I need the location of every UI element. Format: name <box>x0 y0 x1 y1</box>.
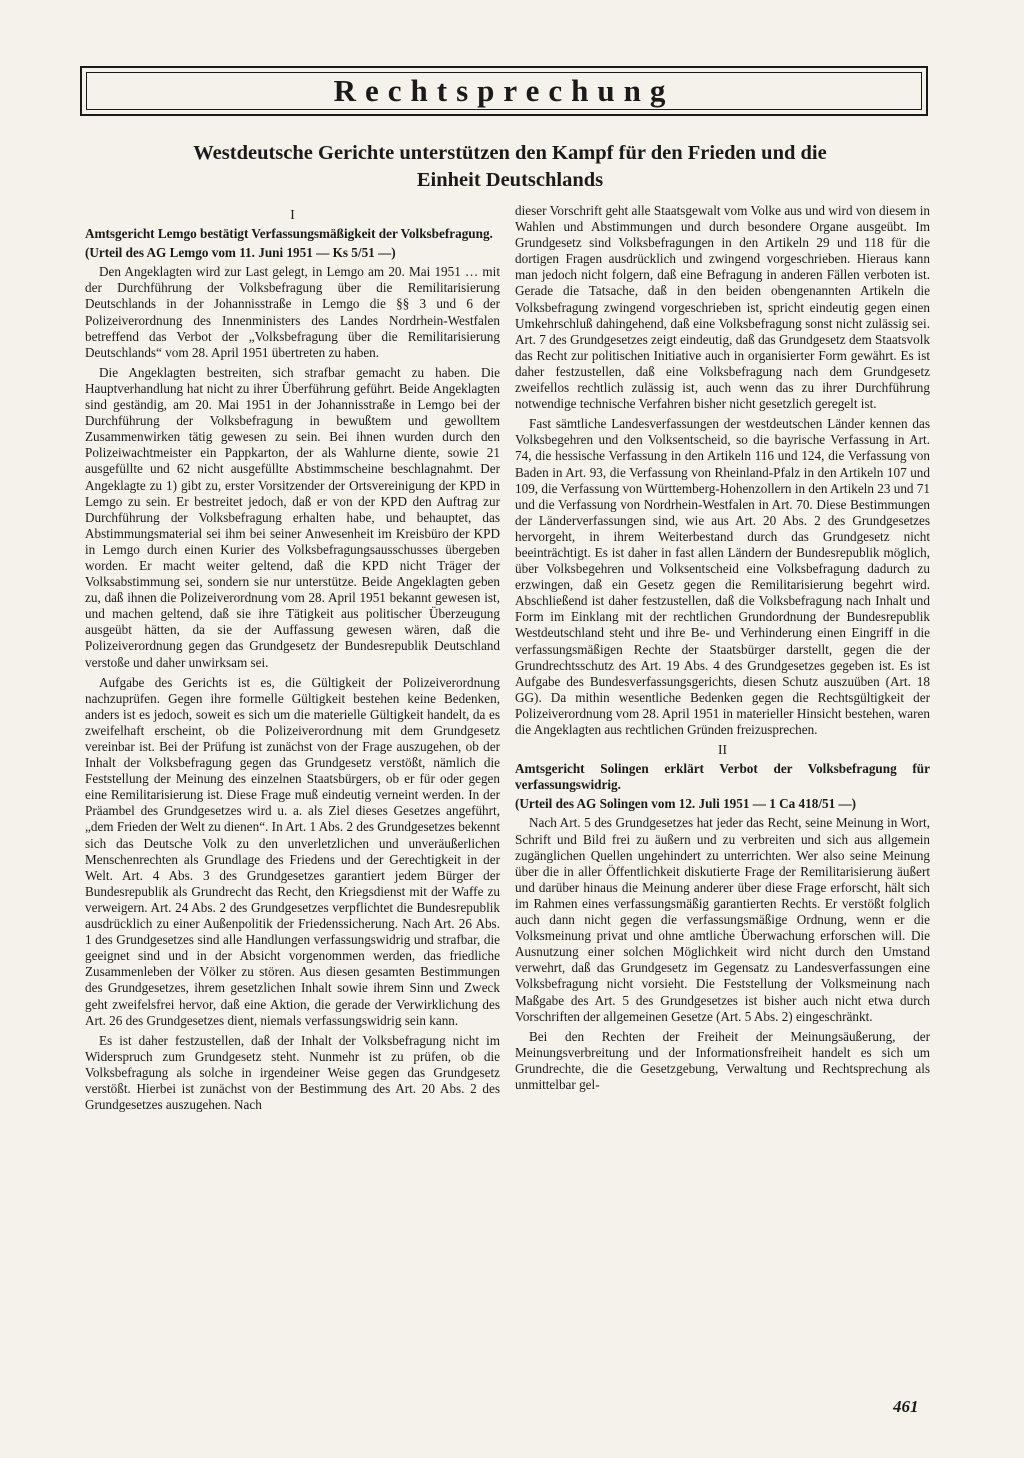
section-banner <box>80 66 928 116</box>
part-2-paragraph: Nach Art. 5 des Grundgesetzes hat jeder das Recht, seine Meinung in Wort, Schrift und Bild frei zu äußern und zu verbreiten und sich aus allgemein zugänglichen Quellen ungehindert zu unterrichten. Wer also seine Meinung über die in aller Öffentlichkeit diskutierte Frage der Remilitarisierung äußert und darüber hinaus die Meinung anderer über diese Frage erforscht, hält sich im Rahmen eines verfassungsmäßig garantierten Rechts. Er verstößt folglich auch dann nicht gegen die verfassungsmäßige Ordnung, wenn er die Volksmeinung privat und ohne amtliche Überwachung erforschen will. Die Ausnutzung einer solchen Möglichkeit wird nicht durch den Umstand verwehrt, daß das Grundgesetz im Gegensatz zu Landesverfassungen eine Volksbefragung nicht vorsieht. Die Feststellung der Volksmeinung nach Maßgabe des Art. 5 des Grundgesetzes ist bisher auch nicht etwa durch Vorschriften der allgemeinen Gesetze (Art. 5 Abs. 2) eingeschränkt. <box>515 815 930 1024</box>
part-2-paragraph: Bei den Rechten der Freiheit der Meinungsäußerung, der Meinungsverbreitung und der Informationsfreiheit handelt es sich um Grundrechte, die die Gesetzgebung, Verwaltung und Rechtsprechung als unmittelbar gel- <box>515 1028 930 1092</box>
part-1-paragraph: Es ist daher festzustellen, daß der Inhalt der Volksbefragung nicht im Widerspruch zum Grundgesetz steht. Nunmehr ist zu prüfen, ob die Volksbefragung als solche in irgendeiner Weise gegen das Grundgesetz verstößt. Hierbei ist zunächst von der Bestimmung des Art. 20 Abs. 2 des Grundgesetzes auszugehen. Nach <box>85 1032 500 1113</box>
part-2-citation: (Urteil des AG Solingen vom 12. Juli 1951 — 1 Ca 418/51 —) <box>515 796 857 812</box>
part-1-paragraph: Aufgabe des Gerichts ist es, die Gültigkeit der Polizeiverordnung nachzuprüfen. Gegen ihre formelle Gültigkeit bestehen keine Bedenken, anders ist es jedoch, soweit es sich um die materielle Gültigkeit handelt, da es zweifelhaft erscheint, ob die Polizeiverordnung mit dem Grundgesetz vereinbar ist. Bei der Prüfung ist zunächst von der Frage auszugehen, ob der Inhalt der Volksbefragung gegen das Grundgesetz verstößt, nämlich die Feststellung der Meinung des einzelnen Staatsbürgers, ob er für oder gegen eine Remilitarisierung ist. Diese Frage muß eindeutig verneint werden. In der Präambel des Grundgesetzes wird u. a. als Ziel dieses Gesetzes angeführt, „dem Frieden der Welt zu dienen“. In Art. 1 Abs. 2 des Grundgesetzes bekennt sich das Deutsche Volk zu den unverletzlichen und unveräußerlichen Menschenrechten als Grundlage des Friedens und der Gerechtigkeit in der Welt. Art. 4 Abs. 3 des Grundgesetzes garantiert jedem Bürger der Bundesrepublik als Grundrecht das Recht, den Kriegsdienst mit der Waffe zu verweigern. Art. 24 Abs. 2 des Grundgesetzes verpflichtet die Bundesrepublik ausdrücklich zu einer Außenpolitik der Friedenssicherung. Nach Art. 26 Abs. 1 des Grundgesetzes sind alle Handlungen verfassungswidrig und strafbar, die geeignet sind und in der Absicht vorgenommen werden, das friedliche Zusammenleben der Völker zu stören. Aus diesen gesamten Bestimmungen des Grundgesetzes, ihrem gesetzlichen Inhalt sowie ihrem Sinn und Zweck geht zweifelsfrei hervor, daß eine Aktion, die gerade der Verwirklichung des Art. 26 des Grundgesetzes dient, niemals verfassungswidrig sein kann. <box>85 674 500 1028</box>
part-1-title: Amtsgericht Lemgo bestätigt Verfassungsmäßigkeit der Volksbefragung. <box>85 226 493 242</box>
headline-line-2: Einheit Deutschlands <box>416 169 604 191</box>
part-1-citation: (Urteil des AG Lemgo vom 11. Juni 1951 — Ks 5/51 —) <box>85 245 396 261</box>
article-headline <box>100 140 920 194</box>
headline-line-1: Westdeutsche Gerichte unterstützen den Kampf für den Frieden und die <box>193 142 827 164</box>
part-2-numeral: II <box>718 742 727 758</box>
part-2-title: Amtsgericht Solingen erklärt Verbot der Volksbefragung für verfassungswidrig. <box>515 761 930 793</box>
part-1-numeral: I <box>290 207 295 222</box>
part-1-paragraph: Den Angeklagten wird zur Last gelegt, in Lemgo am 20. Mai 1951 … mit der Durchführung der Volksbefragung über die Remilitarisierung Deutschlands in der Johannisstraße in Lemgo die §§ 3 und 6 der Polizeiverordnung des Innenministers des Landes Nordrhein-Westfalen betreffend das Verbot der „Volksbefragung über die Remilitarisierung Deutschlands“ vom 28. April 1951 übertreten zu haben. <box>85 264 500 360</box>
part-1-paragraph: Die Angeklagten bestreiten, sich strafbar gemacht zu haben. Die Hauptverhandlung hat nicht zu ihrer Überführung geführt. Beide Angeklagten sind geständig, am 20. Mai 1951 in der Johannisstraße in Lemgo bei der Durchführung der Volksbefragung in bewußtem und gewolltem Zusammenwirken tätig gewesen zu sein. Bei ihnen wurden durch den Polizeiwachtmeister ein Pappkarton, der als Wahlurne diente, sowie 21 ausgefüllte und 62 nicht ausgefüllte Abstimmscheine beschlagnahmt. Der Angeklagte zu 1) gibt zu, erster Vorsitzender der Ortsvereinigung der KPD in Lemgo zu sein. Er bestreitet jedoch, daß er von der KPD den Auftrag zur Durchführung der Volksbefragung erhalten habe, und behauptet, das Abstimmungsmaterial sei ihm bei seiner Anwesenheit im Kreisbüro der KPD in Lemgo durch einen Kurier des Volksbefragungsausschusses übergeben worden. Er macht weiter geltend, daß die KPD nicht Träger der Volksabstimmung sei, sondern sie nur unterstütze. Beide Angeklagten geben zu, daß ihnen die Polizeiverordnung vom 28. April 1951 bekannt gewesen ist, und machen geltend, daß sie ihre Tätigkeit aus politischer Überzeugung ausgeübt hätten, da sie der Auffassung gewesen wären, daß die Polizeiverordnung gegen das Grundgesetz der Bundesrepublik Deutschland verstoße und daher unwirksam sei. <box>85 364 500 670</box>
left-column <box>85 205 500 1117</box>
page-number: 461 <box>893 1397 919 1416</box>
part-1-paragraph-continued: dieser Vorschrift geht alle Staatsgewalt vom Volke aus und wird von diesem in Wahlen und Abstimmungen und durch besondere Organe ausgeübt. Im Grundgesetz sind Volksbefragungen in den Artikeln 29 und 118 für die dortigen Fragen ausdrücklich und zwingend vorgeschrieben. Hieraus kann man jedoch nicht folgern, daß eine Befragung in anderen Fällen verboten ist. Gerade die Tatsache, daß in den beiden obengenannten Artikeln die Volksbefragung zwingend vorgeschrieben ist, spricht eindeutig gegen einen Umkehrschluß dahingehend, daß eine Volksbefragung sonst nicht zulässig sei. Art. 7 des Grundgesetzes zeigt eindeutig, daß das Grundgesetz dem Staatsvolk das Recht zur politischen Initiative auch in organisierter Form gewährt. Es ist daher festzustellen, daß eine Volksbefragung nach dem Grundgesetz zweifellos rechtlich zulässig ist, auch wenn das zu ihrer Durchführung notwendige technische Verfahren bisher nicht gesetzlich geregelt ist. <box>515 203 930 412</box>
part-1-paragraph: Fast sämtliche Landesverfassungen der westdeutschen Länder kennen das Volksbegehren und den Volksentscheid, so die bayrische Verfassung in Art. 74, die hessische Verfassung in den Artikeln 116 und 124, die Verfassung von Baden in Art. 93, die Verfassung von Rheinland-Pfalz in den Artikeln 107 und 109, die Verfassung von Württemberg-Hohenzollern in den Artikeln 23 und 71 und die Verfassung von Nordrhein-Westfalen in Art. 70. Diese Bestimmungen der Länderverfassungen sind, wie aus Art. 20 Abs. 2 des Grundgesetzes hervorgeht, in ihrem Weiterbestand durch das Grundgesetz nicht beeinträchtigt. Es ist daher in fast allen Ländern der Bundesrepublik möglich, über Volksbegehren und Volksentscheid eine Volksbefragung dadurch zu erzwingen, daß ein Gesetz gegen die Remilitarisierung begehrt wird. Abschließend ist daher festzustellen, daß die Volksbefragung nach Inhalt und Form im Einklang mit der rechtlichen Grundordnung der Bundesrepublik Westdeutschland steht und ihre Be- und Verhinderung einen Eingriff in die verfassungsmäßigen Rechte der Staatsbürger darstellt, gegen die der Grundrechtsschutz des Art. 19 Abs. 4 des Grundgesetzes gegeben ist. Es ist Aufgabe des Bundesverfassungsgerichts, diesen Schutz auszuüben (Art. 18 GG). Da mithin wesentliche Bedenken gegen die Rechtsgültigkeit der Polizeiverordnung vom 28. April 1951 in materieller Hinsicht bestehen, waren die Angeklagten aus rechtlichen Gründen freizusprechen. <box>515 416 930 737</box>
section-title: Rechtsprechung <box>333 73 675 108</box>
right-column <box>515 203 930 1097</box>
